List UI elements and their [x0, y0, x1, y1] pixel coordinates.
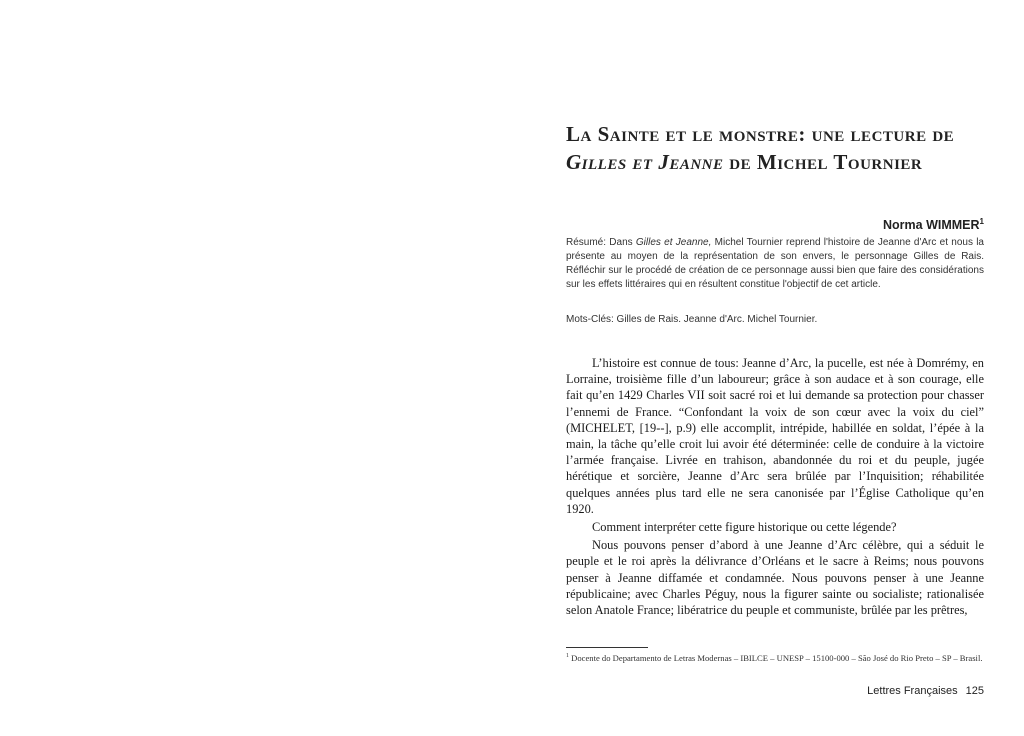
- article-title: [566, 120, 984, 176]
- author-line: [883, 217, 984, 232]
- author-name: Norma WIMMER: [883, 218, 980, 233]
- title-part-1: La Sainte et le monstre: une lecture de: [566, 122, 955, 146]
- body-paragraph-2: Comment interpréter cette figure historique ou cette légende?: [592, 520, 897, 535]
- abstract-rest: Michel Tournier reprend l'histoire de Jeanne d'Arc et nous la présente au moyen de la représentation de son envers, le personnage Gilles de Rais. Réfléchir sur le procédé de création de ce personnage aussi bien que faire des considérations sur les effets littéraires qui en résultent constitue l'objectif de cet article.: [566, 237, 984, 290]
- author-footnote-mark: 1: [979, 217, 984, 226]
- body-paragraph-1: L’histoire est connue de tous: Jeanne d’Arc, la pucelle, est née à Domrémy, en Lorraine, troisième fille d’un laboureur; grâce à son audace et à son courage, elle fait qu’en 1429 Charles VII soit sacré roi et lui demande sa protection pour chasser l’ennemi de France. “Confondant la voix de son cœur avec la voix du ciel” (MICHELET, [19--], p.9) elle accomplit, intrépide, habillée en soldat, l’épée à la main, la tâche qu’elle croit lui avoir été déterminée: celle de conduire à la victoire l’armée française. Livrée en trahison, abandonnée du roi et du peuple, jugée hérétique et sorcière, Jeanne d’Arc sera brûlée par l’Inquisition; réhabilitée quelques années plus tard elle ne sera canonisée par l’Église Catholique qu’en 1920.: [566, 356, 984, 516]
- abstract-start: Résumé: Dans: [566, 237, 636, 248]
- footnote-mark: 1: [566, 653, 569, 659]
- title-italic-work: Gilles et Jeanne: [566, 150, 724, 174]
- body-paragraph-3: Nous pouvons penser d’abord à une Jeanne d’Arc célèbre, qui a séduit le peuple et le roi après la délivrance d’Orléans et le sacre à Reims; nous pouvons penser à Jeanne diffamée et condamnée. Nous pouvons penser à une Jeanne républicaine; avec Charles Péguy, nous la figurer sainte ou socialiste; rationalisée selon Anatole France; libératrice du peuple et communiste, brûlée par les prêtres,: [566, 538, 984, 618]
- abstract-italic-work: Gilles et Jeanne,: [635, 237, 712, 248]
- footnote-text: Docente do Departamento de Letras Modernas – IBILCE – UNESP – 15100-000 – São José do Rio Preto – SP – Brasil.: [569, 652, 983, 663]
- abstract: [566, 236, 984, 292]
- journal-name: Lettres Françaises: [867, 685, 958, 697]
- footnote: [566, 650, 984, 664]
- body-text: [566, 355, 984, 620]
- article-page: [566, 0, 984, 736]
- footnote-divider: [566, 647, 648, 648]
- keywords: Mots-Clés: Gilles de Rais. Jeanne d'Arc. Michel Tournier.: [566, 314, 818, 325]
- running-footer: [867, 685, 984, 697]
- title-part-2: de Michel Tournier: [723, 150, 923, 174]
- page-number: 125: [965, 685, 984, 697]
